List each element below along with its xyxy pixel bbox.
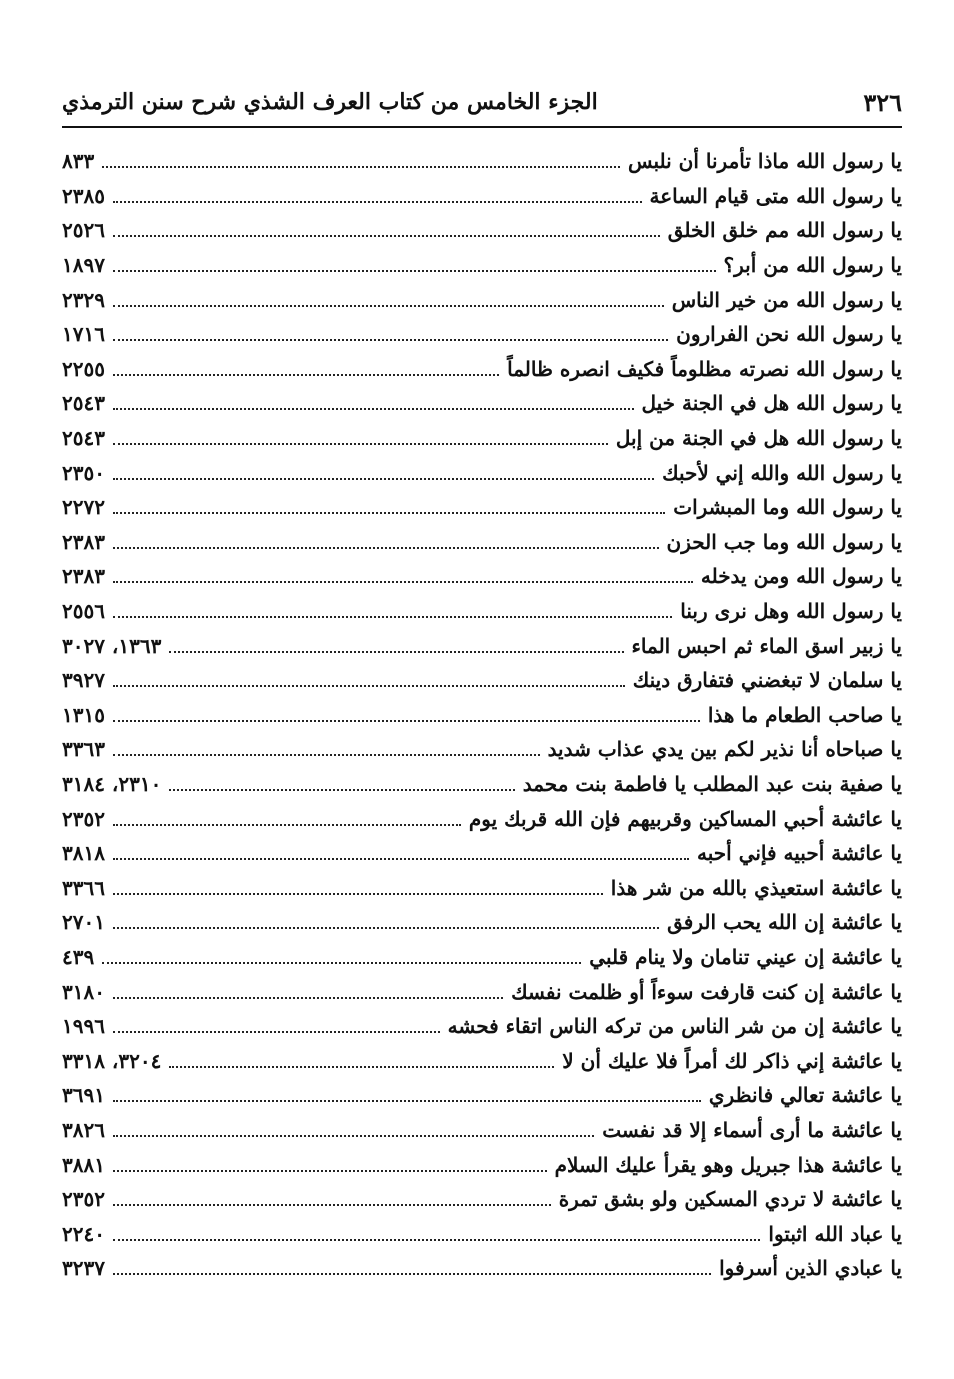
entry-hadith-number: ٢٣٨٣ xyxy=(62,529,105,554)
index-entry xyxy=(62,1147,902,1182)
index-entry xyxy=(62,974,902,1009)
dot-leader xyxy=(102,166,620,168)
entry-hadith-number: ٢٣٥٢ xyxy=(62,806,105,831)
entry-text: يا عائشة إن عيني تنامان ولا ينام قلبي xyxy=(589,944,902,969)
entry-text: يا عائشة إن الله يحب الرفق xyxy=(667,910,902,935)
entry-text: يا عائشة إن من شر الناس من تركه الناس اتقاء فحشه xyxy=(447,1014,902,1039)
index-entry xyxy=(62,628,902,663)
entry-text: يا رسول الله وما جب الحزن xyxy=(666,529,902,554)
index-entry xyxy=(62,767,902,802)
index-entry xyxy=(62,386,902,421)
entry-hadith-number: ٢٥٤٣ xyxy=(62,426,105,451)
index-entry xyxy=(62,490,902,525)
entry-hadith-number: ٢٣٥٠ xyxy=(62,460,105,485)
entry-hadith-number: ٣٨٢٦ xyxy=(62,1117,105,1142)
entry-hadith-number: ٣٦٩١ xyxy=(62,1083,105,1108)
entry-text: يا صفية بنت عبد المطلب يا فاطمة بنت محمد xyxy=(522,771,902,796)
page-header xyxy=(62,82,902,122)
dot-leader xyxy=(113,305,664,307)
entry-text: يا عائشة أحبيه فإني أحبه xyxy=(697,841,902,866)
index-entry xyxy=(62,144,902,179)
dot-leader xyxy=(113,1031,440,1033)
entry-hadith-number: ١٩٩٦ xyxy=(62,1014,105,1039)
dot-leader xyxy=(113,997,503,999)
entry-hadith-number: ٢٣٨٥ xyxy=(62,183,105,208)
dot-leader xyxy=(113,443,608,445)
entry-text: يا عائشة استعيذي بالله من شر هذا xyxy=(610,875,902,900)
entry-text: يا صباحاه أنا نذير لكم بين يدي عذاب شديد xyxy=(547,737,902,762)
entry-text: يا رسول الله وما المبشرات xyxy=(673,495,902,520)
index-entry xyxy=(62,525,902,560)
entry-hadith-number: ٣٢٠٤، ٣٣١٨ xyxy=(62,1048,162,1073)
entry-text: يا عائشة هذا جبريل وهو يقرأ عليك السلام xyxy=(554,1152,902,1177)
dot-leader xyxy=(113,720,700,722)
entry-text: يا رسول الله ومن يدخله xyxy=(700,564,902,589)
entry-hadith-number: ٢٢٧٢ xyxy=(62,495,105,520)
entry-text: يا عائشة أحبي المساكين وقربيهم فإن الله قربك يوم xyxy=(468,806,902,831)
entry-hadith-number: ٢٧٠١ xyxy=(62,910,105,935)
index-entry xyxy=(62,179,902,214)
dot-leader xyxy=(113,1204,551,1206)
dot-leader xyxy=(169,789,514,791)
entry-hadith-number: ١٣٦٣، ٣٠٢٧ xyxy=(62,633,162,658)
entry-hadith-number: ٨٣٣ xyxy=(62,149,95,174)
index-entry xyxy=(62,905,902,940)
page-number: ٣٢٦ xyxy=(863,87,902,117)
index-entry xyxy=(62,352,902,387)
dot-leader xyxy=(169,1066,554,1068)
index-entry xyxy=(62,663,902,698)
dot-leader xyxy=(113,374,499,376)
entry-hadith-number: ٢٣٥٢ xyxy=(62,1187,105,1212)
dot-leader xyxy=(102,962,581,964)
entry-text: يا رسول الله وهل نرى ربنا xyxy=(680,599,902,624)
dot-leader xyxy=(113,927,659,929)
entry-text: يا عائشة إن كنت قارفت سوءاً أو ظلمت نفسك xyxy=(511,979,902,1004)
entry-text: يا عباد الله اثبتوا xyxy=(768,1221,902,1246)
index-entry xyxy=(62,559,902,594)
dot-leader xyxy=(113,1135,594,1137)
index-entry xyxy=(62,940,902,975)
entry-hadith-number: ٢٥٥٦ xyxy=(62,599,105,624)
dot-leader xyxy=(113,270,716,272)
dot-leader xyxy=(113,408,634,410)
dot-leader xyxy=(169,651,623,653)
index-entry xyxy=(62,870,902,905)
dot-leader xyxy=(113,1170,547,1172)
entry-hadith-number: ٣٩٢٧ xyxy=(62,668,105,693)
entry-hadith-number: ١٧١٦ xyxy=(62,322,105,347)
index-entry xyxy=(62,1216,902,1251)
dot-leader xyxy=(113,616,672,618)
dot-leader xyxy=(113,893,603,895)
entry-hadith-number: ٣٨١٨ xyxy=(62,841,105,866)
dot-leader xyxy=(113,235,660,237)
index-entry xyxy=(62,421,902,456)
entry-text: يا رسول الله من أبر؟ xyxy=(723,253,902,278)
entry-text: يا صاحب الطعام ما هذا xyxy=(707,702,902,727)
entry-hadith-number: ١٨٩٧ xyxy=(62,253,105,278)
dot-leader xyxy=(113,1100,701,1102)
entry-text: يا رسول الله ماذا تأمرنا أن نلبس xyxy=(627,149,902,174)
dot-leader xyxy=(113,858,689,860)
index-entry xyxy=(62,455,902,490)
entry-hadith-number: ٢٢٤٠ xyxy=(62,1221,105,1246)
dot-leader xyxy=(113,1273,711,1275)
entry-text: يا رسول الله هل في الجنة خيل xyxy=(641,391,902,416)
entry-text: يا رسول الله من خير الناس xyxy=(671,287,902,312)
index-entry xyxy=(62,317,902,352)
entry-text: يا رسول الله مم خلق الخلق xyxy=(667,218,902,243)
dot-leader xyxy=(113,339,668,341)
entry-hadith-number: ١٣١٥ xyxy=(62,702,105,727)
entry-text: يا رسول الله نحن الفرارون xyxy=(676,322,902,347)
index-entry xyxy=(62,1043,902,1078)
header-rule xyxy=(62,126,902,128)
dot-leader xyxy=(113,1239,760,1241)
entry-text: يا عبادي الذين أسرفوا xyxy=(719,1256,902,1281)
index-entry xyxy=(62,1113,902,1148)
index-entry xyxy=(62,732,902,767)
index-entry xyxy=(62,1251,902,1286)
entry-text: يا رسول الله والله إني لأحبك xyxy=(662,460,902,485)
index-entry xyxy=(62,1182,902,1217)
entry-hadith-number: ٣٣٦٦ xyxy=(62,875,105,900)
entry-hadith-number: ٤٣٩ xyxy=(62,944,95,969)
index-entry xyxy=(62,594,902,629)
entry-hadith-number: ٢٣١٠، ٣١٨٤ xyxy=(62,771,162,796)
dot-leader xyxy=(113,201,642,203)
entry-text: يا زبير اسق الماء ثم احبس الماء xyxy=(631,633,902,658)
dot-leader xyxy=(113,512,665,514)
entry-text: يا عائشة لا تردي المسكين ولو بشق تمرة xyxy=(558,1187,902,1212)
entry-hadith-number: ٢٣٨٣ xyxy=(62,564,105,589)
dot-leader xyxy=(113,685,625,687)
entry-hadith-number: ٣١٨٠ xyxy=(62,979,105,1004)
index-entry xyxy=(62,213,902,248)
dot-leader xyxy=(113,478,654,480)
entry-hadith-number: ٢٥٤٣ xyxy=(62,391,105,416)
entry-text: يا رسول الله متى قيام الساعة xyxy=(649,183,902,208)
entry-text: يا رسول الله نصرته مظلوماً فكيف انصره ظالماً xyxy=(507,356,902,381)
index-entry xyxy=(62,282,902,317)
index-entry xyxy=(62,1009,902,1044)
index-entries xyxy=(62,144,902,1286)
entry-text: يا عائشة ما أرى أسماء إلا قد نفست xyxy=(602,1117,902,1142)
dot-leader xyxy=(113,754,540,756)
index-entry xyxy=(62,1078,902,1113)
dot-leader xyxy=(113,581,693,583)
entry-hadith-number: ٣٣٦٣ xyxy=(62,737,105,762)
entry-hadith-number: ٢٥٢٦ xyxy=(62,218,105,243)
index-entry xyxy=(62,836,902,871)
index-entry xyxy=(62,801,902,836)
entry-text: يا رسول الله هل في الجنة من إبل xyxy=(615,426,902,451)
entry-hadith-number: ٢٣٢٩ xyxy=(62,287,105,312)
dot-leader xyxy=(113,824,461,826)
entry-text: يا سلمان لا تبغضني فتفارق دينك xyxy=(632,668,902,693)
entry-hadith-number: ٣٢٣٧ xyxy=(62,1256,105,1281)
dot-leader xyxy=(113,547,659,549)
index-entry xyxy=(62,698,902,733)
index-entry xyxy=(62,248,902,283)
entry-text: يا عائشة إني ذاكر لك أمراً فلا عليك أن لا xyxy=(562,1048,902,1073)
entry-hadith-number: ٢٢٥٥ xyxy=(62,356,105,381)
entry-hadith-number: ٣٨٨١ xyxy=(62,1152,105,1177)
entry-text: يا عائشة تعالي فانظري xyxy=(708,1083,902,1108)
running-title: الجزء الخامس من كتاب العرف الشذي شرح سنن الترمذي xyxy=(62,89,598,115)
